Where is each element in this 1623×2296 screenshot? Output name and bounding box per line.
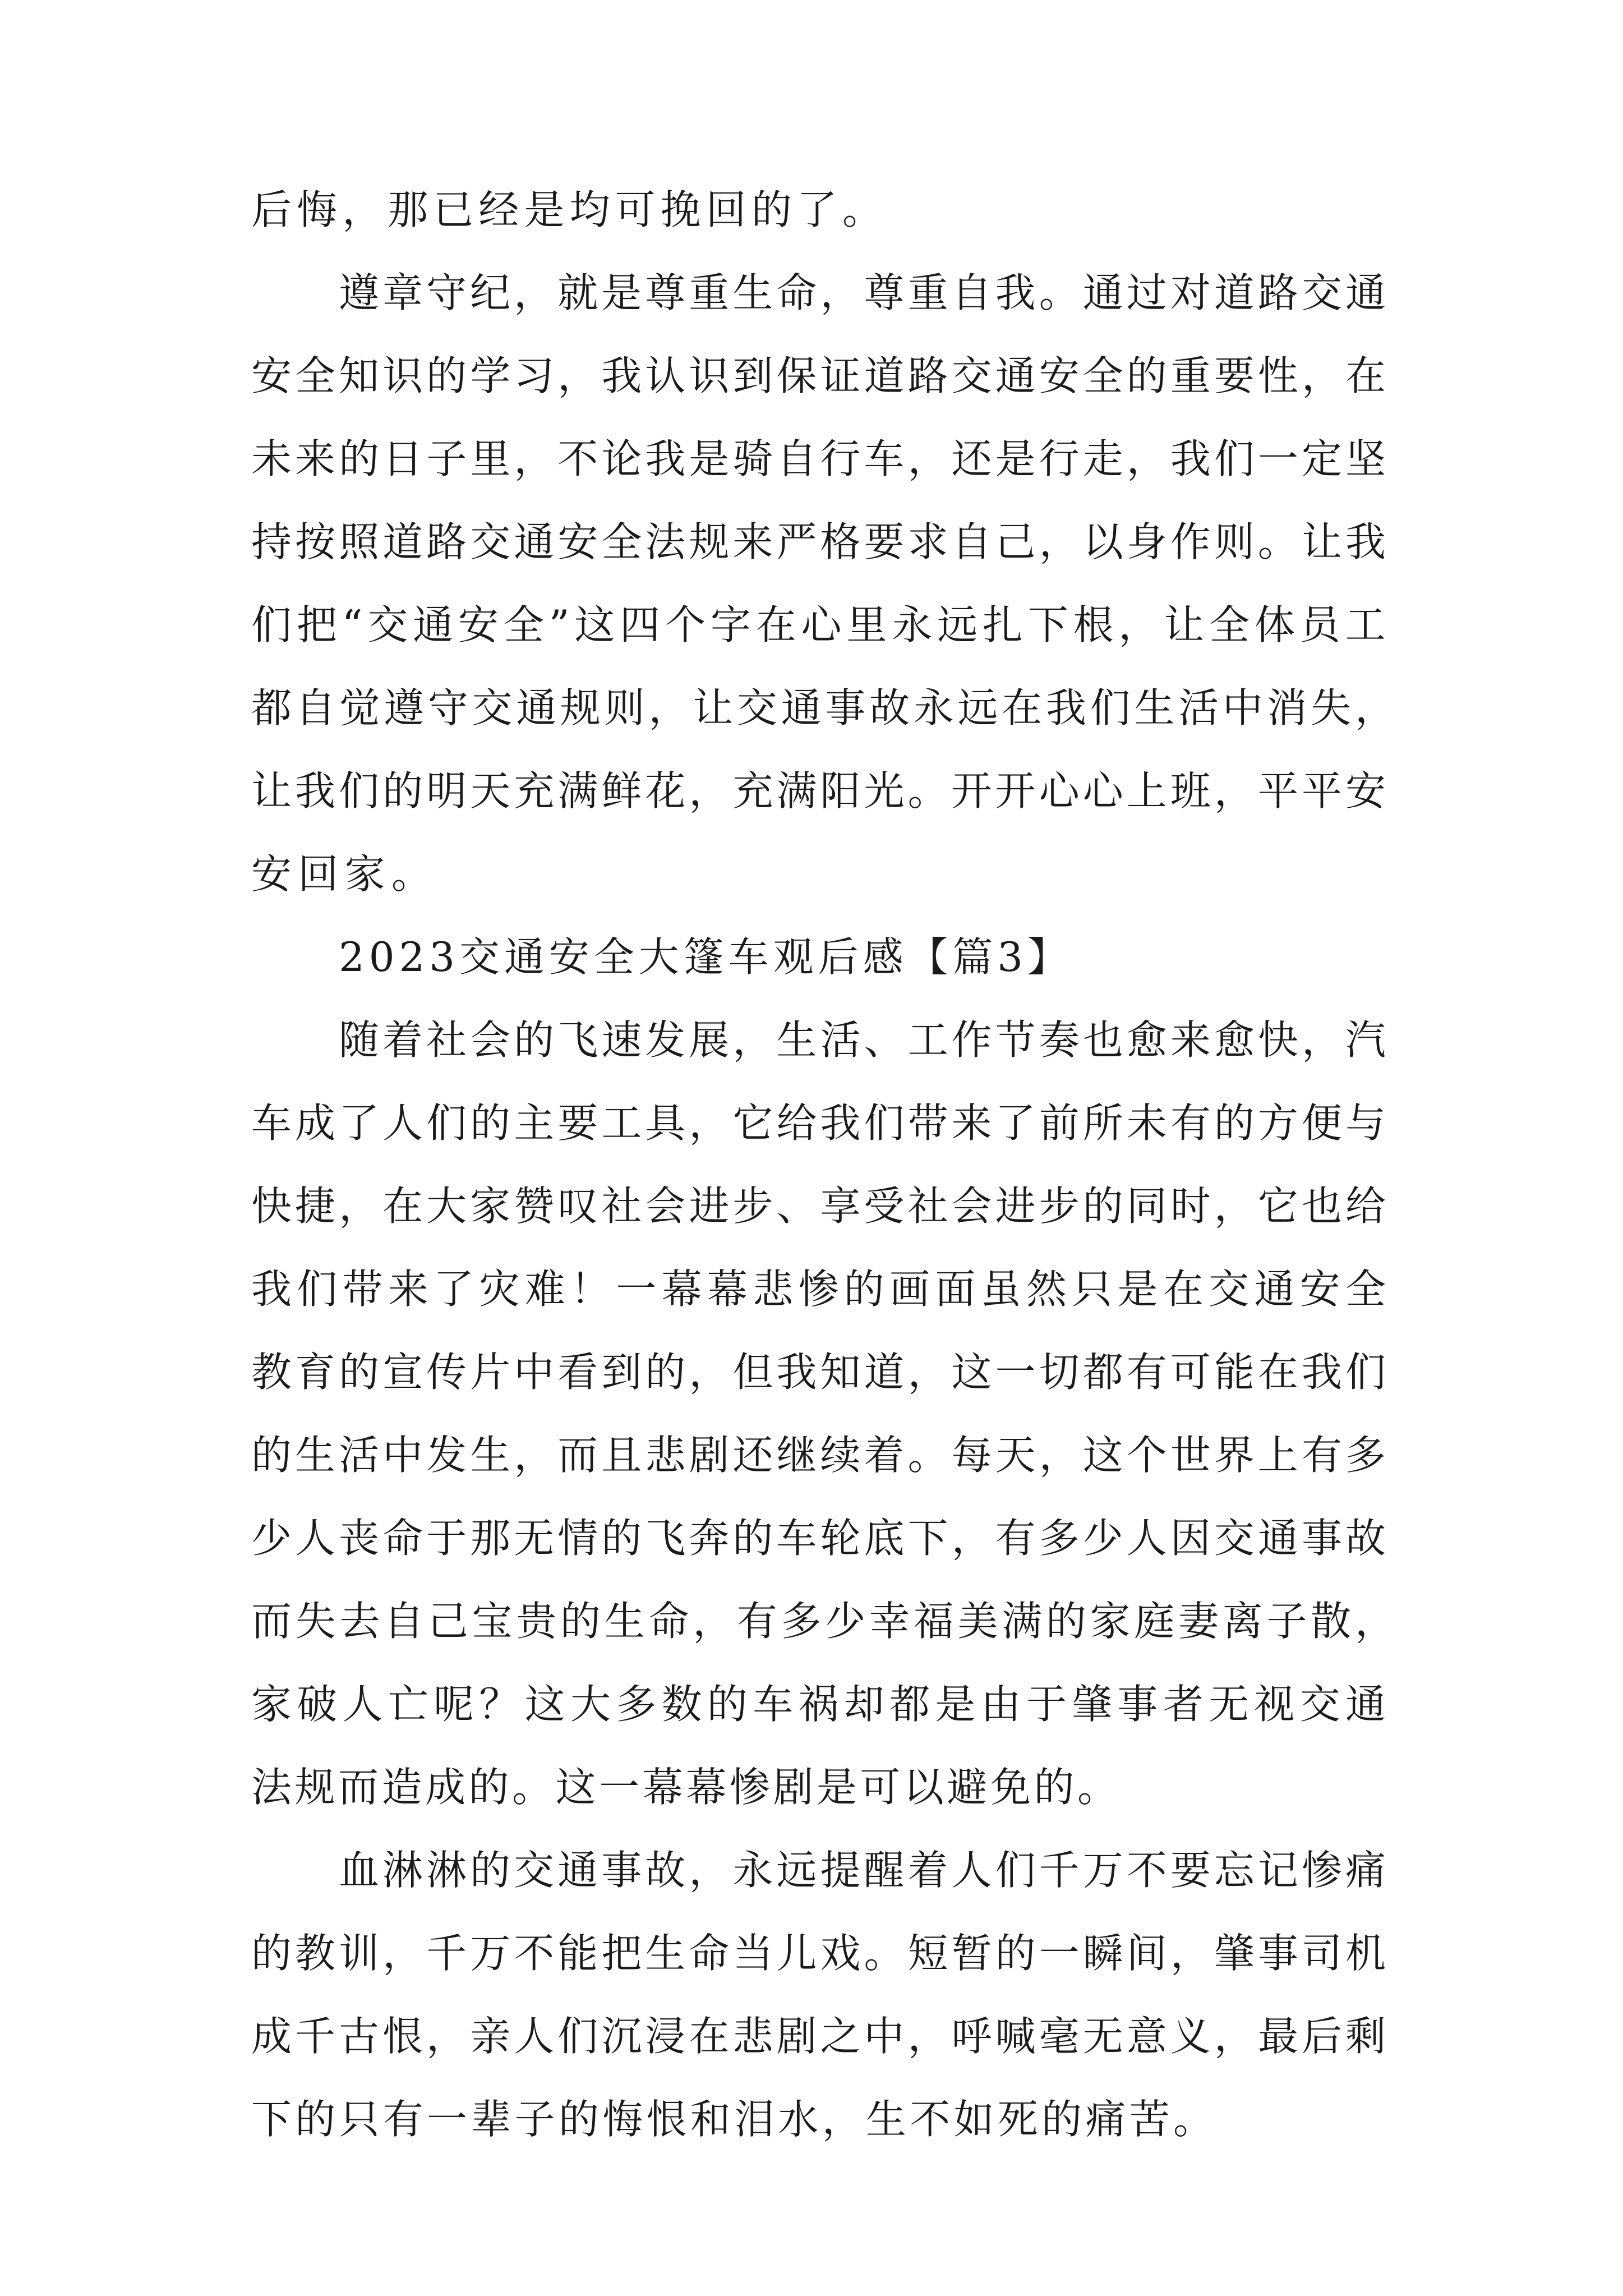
text-line: 我们带来了灾难！一幕幕悲惨的画面虽然只是在交通安全 (251, 1266, 1391, 1313)
text-line: 车成了人们的主要工具，它给我们带来了前所未有的方便与 (251, 1099, 1390, 1147)
text-line: 快捷，在大家赞叹社会进步、享受社会进步的同时，它也给 (251, 1182, 1390, 1230)
text-line: 家破人亡呢？这大多数的车祸却都是由于肇事者无视交通 (251, 1681, 1391, 1728)
text-line: 让我们的明天充满鲜花，充满阳光。开开心心上班，平平安 (251, 767, 1390, 815)
text-line: 都自觉遵守交通规则，让交通事故永远在我们生活中消失， (251, 684, 1399, 731)
text-line: 成千古恨，亲人们沉浸在悲剧之中，呼喊毫无意义，最后剩 (251, 2013, 1390, 2060)
text-line: 随着社会的飞速发展，生活、工作节奏也愈来愈快，汽 (339, 1016, 1390, 1064)
text-line: 而失去自己宝贵的生命，有多少幸福美满的家庭妻离子散， (251, 1598, 1399, 1645)
text-line: 的生活中发生，而且悲剧还继续着。每天，这个世界上有多 (251, 1432, 1390, 1479)
text-line: 遵章守纪，就是尊重生命，尊重自我。通过对道路交通 (339, 269, 1390, 316)
text-line: 未来的日子里，不论我是骑自行车，还是行走，我们一定坚 (251, 435, 1390, 482)
text-line: 少人丧命于那无情的飞奔的车轮底下，有多少人因交通事故 (251, 1515, 1390, 1562)
text-line: 后悔，那已经是均可挽回的了。 (251, 186, 888, 233)
text-line: 法规而造成的。这一幕幕惨剧是可以避免的。 (251, 1764, 1121, 1811)
text-line: 血淋淋的交通事故，永远提醒着人们千万不要忘记惨痛 (339, 1847, 1390, 1894)
text-line: 的教训，千万不能把生命当儿戏。短暂的一瞬间，肇事司机 (251, 1930, 1390, 1977)
text-line: 安回家。 (251, 850, 439, 898)
text-line: 教育的宣传片中看到的，但我知道，这一切都有可能在我们 (251, 1349, 1390, 1396)
text-line: 安全知识的学习，我认识到保证道路交通安全的重要性，在 (251, 352, 1390, 399)
text-line: 们把“交通安全”这四个字在心里永远扎下根，让全体员工 (251, 601, 1391, 648)
text-line: 下的只有一辈子的悔恨和泪水，生不如死的痛苦。 (251, 2096, 1218, 2143)
text-line: 持按照道路交通安全法规来严格要求自己，以身作则。让我 (251, 518, 1390, 565)
section-heading: 2023交通安全大篷车观后感【篇3】 (339, 933, 1072, 981)
